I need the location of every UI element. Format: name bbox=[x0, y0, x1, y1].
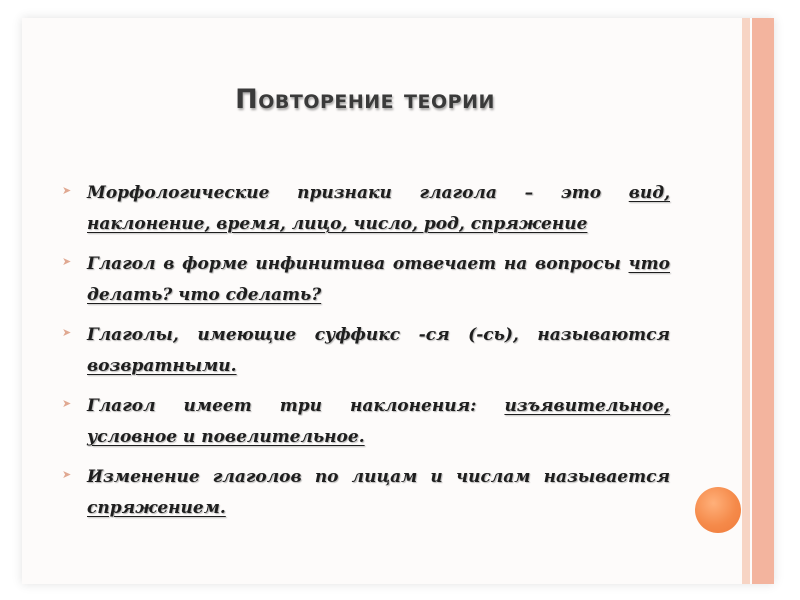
bullet-text-part: Глагол имеет три наклонения: bbox=[87, 396, 505, 416]
bullet-item bbox=[60, 320, 670, 382]
bullet-text-part: Изменение глаголов по лицам и числам называется bbox=[87, 467, 670, 487]
bullet-item bbox=[60, 249, 670, 311]
bullet-text-part: Глаголы, имеющие суффикс -ся (-сь), называются bbox=[87, 325, 670, 345]
bullet-text bbox=[87, 462, 670, 524]
bullet-marker-icon: ➤ bbox=[62, 184, 72, 197]
slide-title: Повторение теории bbox=[235, 84, 495, 115]
bullet-marker-icon: ➤ bbox=[62, 397, 72, 410]
right-band-dark bbox=[752, 18, 774, 584]
bullet-text bbox=[87, 249, 670, 311]
bullet-text bbox=[87, 320, 670, 382]
bullet-text-part: Морфологические признаки глагола – это bbox=[87, 183, 629, 203]
bullet-text-underlined: вид, наклонение, время, лицо, число, род, спряжение bbox=[87, 183, 670, 234]
right-band-light bbox=[742, 18, 750, 584]
bullet-text-underlined: изъявительное, условное и повелительное. bbox=[87, 396, 670, 447]
accent-circle bbox=[695, 487, 741, 533]
bullet-item bbox=[60, 462, 670, 524]
bullet-text bbox=[87, 178, 670, 240]
bullet-text-underlined: спряжением. bbox=[87, 498, 226, 518]
bullet-text-underlined: что делать? что сделать? bbox=[87, 254, 670, 305]
bullet-marker-icon: ➤ bbox=[62, 326, 72, 339]
bullet-text-part: Глагол в форме инфинитива отвечает на вопросы bbox=[87, 254, 629, 274]
bullet-list bbox=[60, 178, 670, 533]
bullet-marker-icon: ➤ bbox=[62, 255, 72, 268]
bullet-text-underlined: возвратными. bbox=[87, 356, 237, 376]
bullet-text bbox=[87, 391, 670, 453]
bullet-item bbox=[60, 391, 670, 453]
bullet-item bbox=[60, 178, 670, 240]
bullet-marker-icon: ➤ bbox=[62, 468, 72, 481]
